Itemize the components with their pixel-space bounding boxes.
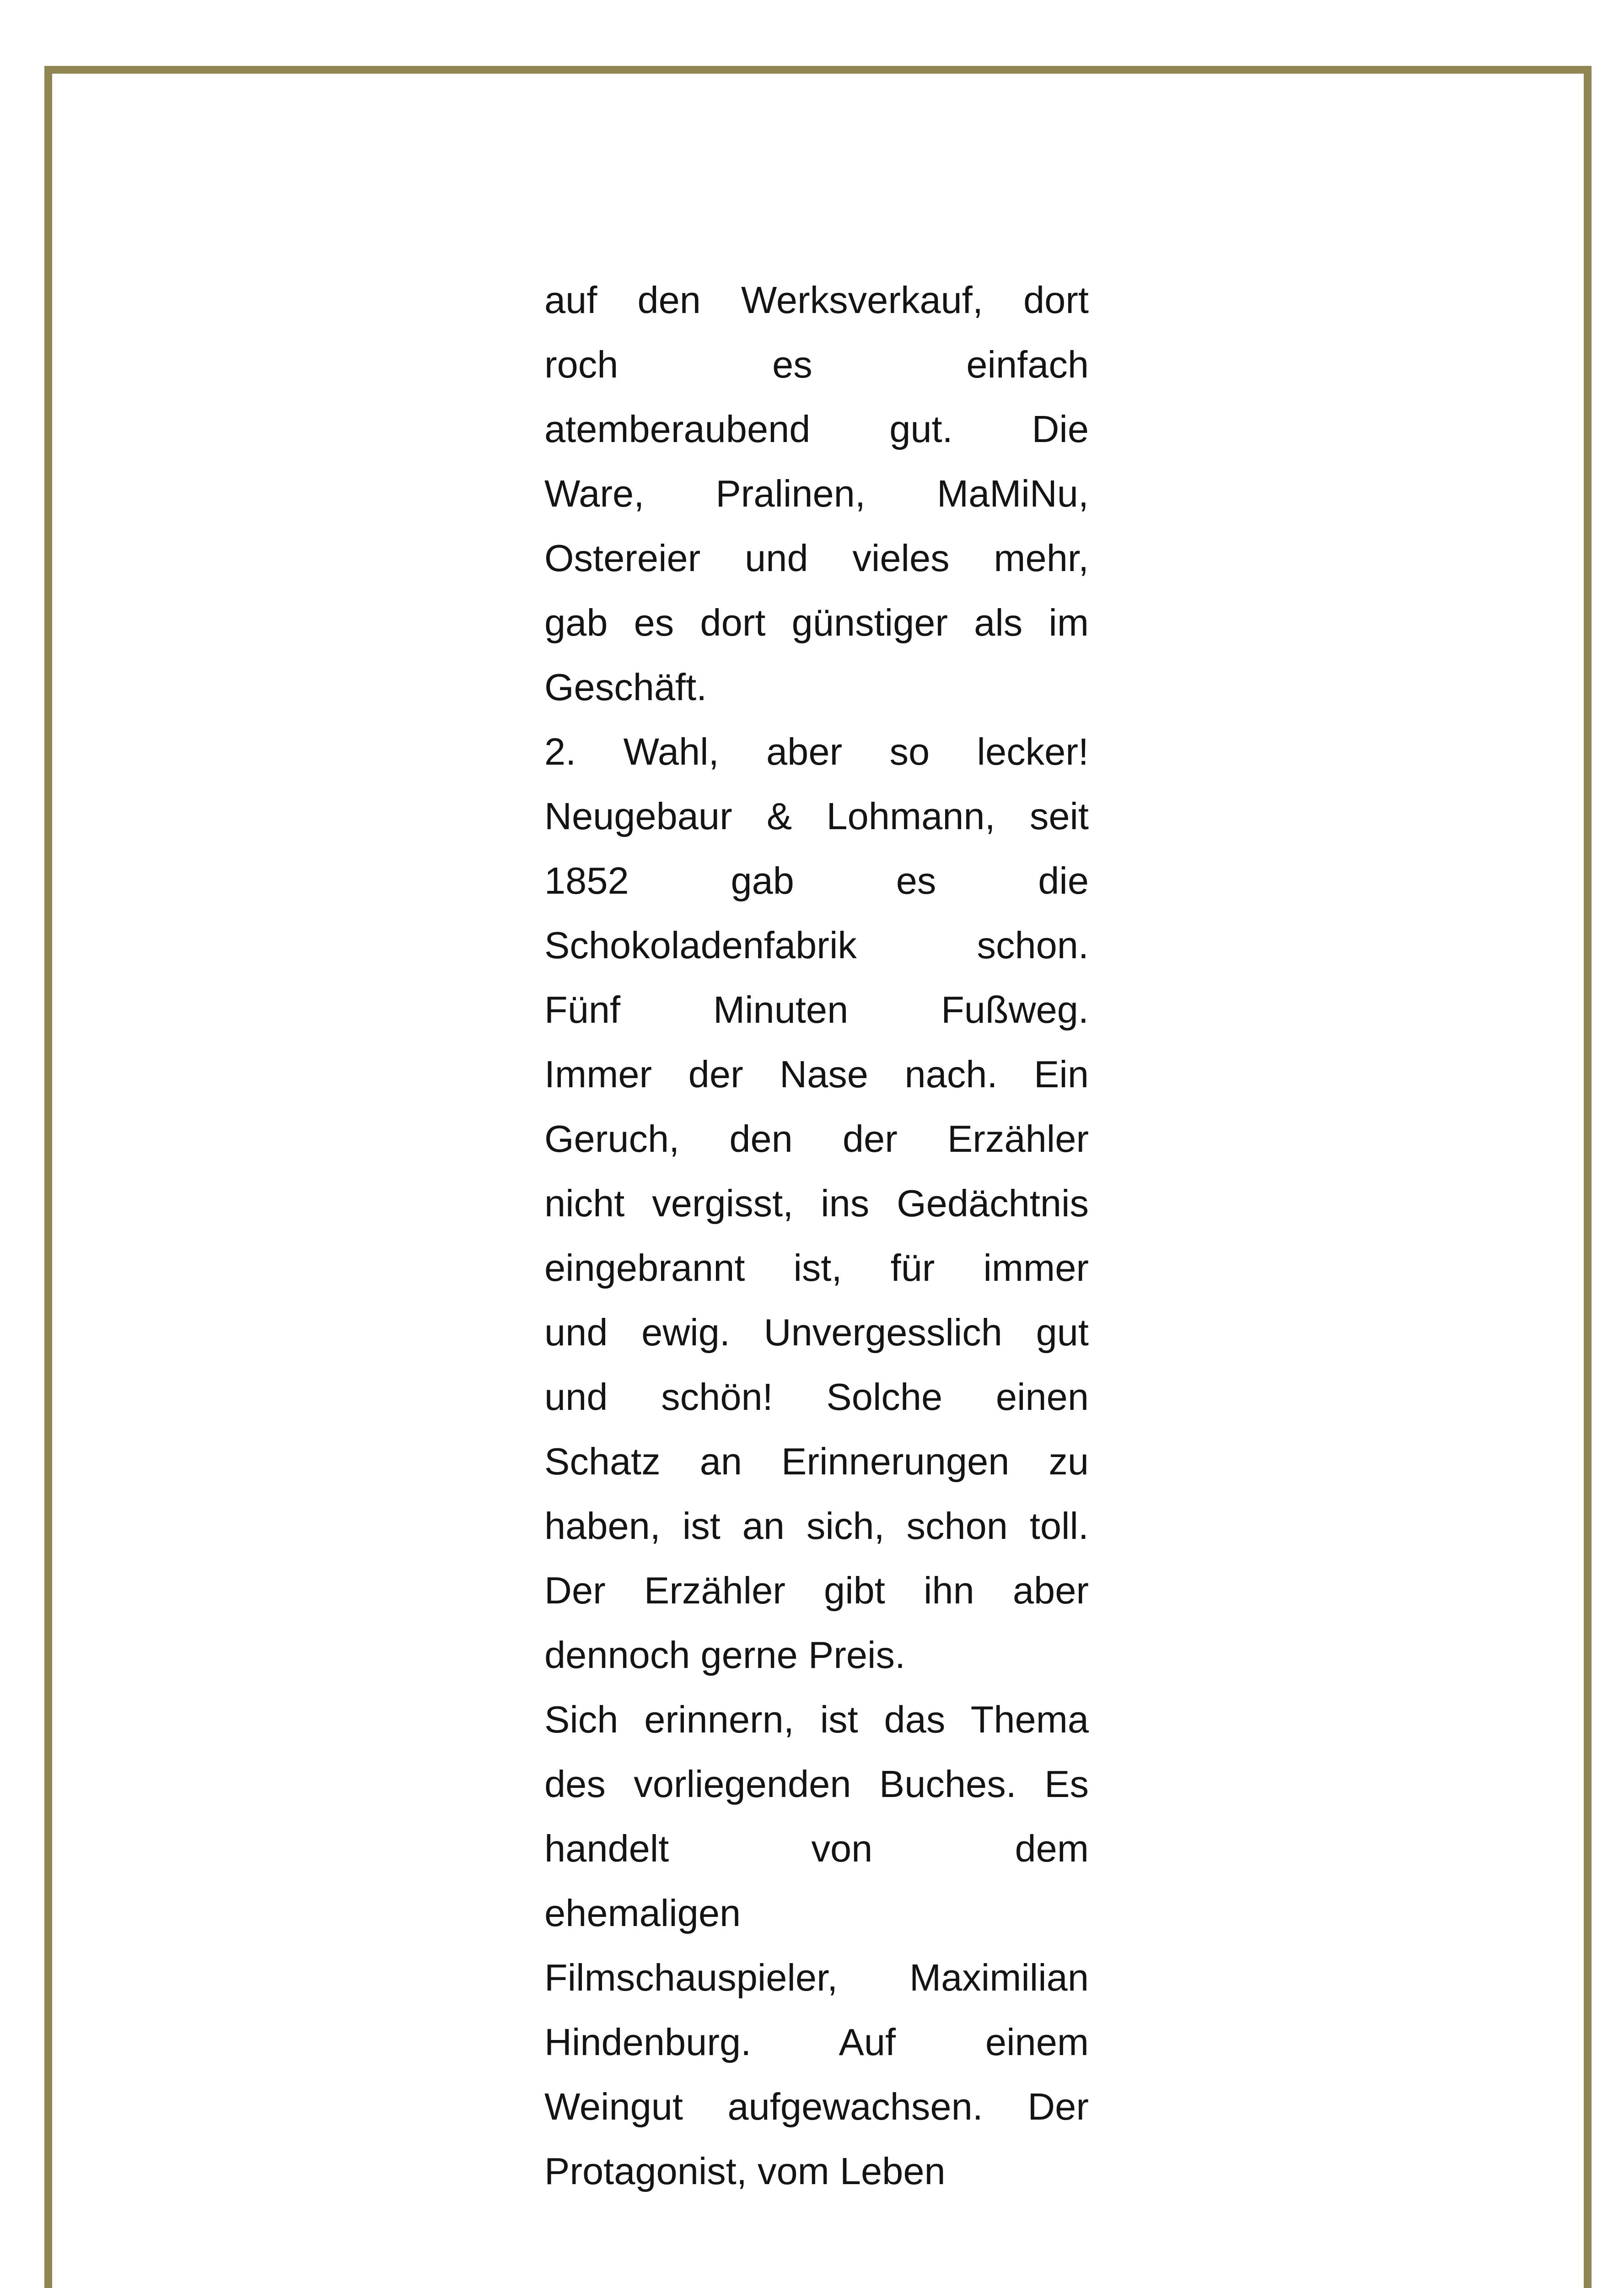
text-line: 1852 gab es die [544,859,1089,902]
text-line: Protagonist, vom Leben [544,2150,946,2192]
text-line: des vorliegenden Buches. Es [544,1763,1089,1805]
text-line: Schokoladenfabrik schon. [544,924,1089,966]
text-line: gab es dort günstiger als im [544,601,1089,644]
text-line: Geruch, den der Erzähler [544,1117,1089,1160]
text-line: auf den Werksverkauf, dort [544,279,1089,321]
text-line: dennoch gerne Preis. [544,1634,906,1676]
text-line: roch es einfach [544,343,1089,386]
text-line: Hindenburg. Auf einem [544,2021,1089,2063]
text-line: Der Erzähler gibt ihn aber [544,1569,1089,1612]
body-text [544,268,1089,2203]
text-line: haben, ist an sich, schon toll. [544,1505,1089,1547]
text-line: Weingut aufgewachsen. Der [544,2085,1089,2128]
text-line: Schatz an Erinnerungen zu [544,1440,1089,1483]
text-line: Immer der Nase nach. Ein [544,1053,1089,1095]
text-line: und schön! Solche einen [544,1376,1089,1418]
text-line: Neugebaur & Lohmann, seit [544,795,1089,837]
text-line: Geschäft. [544,666,707,708]
text-line: 2. Wahl, aber so lecker! [544,730,1089,773]
text-line: Fünf Minuten Fußweg. [544,988,1089,1031]
text-line: Sich erinnern, ist das Thema [544,1698,1089,1741]
text-line: Ostereier und vieles mehr, [544,537,1089,579]
text-line: atemberaubend gut. Die [544,408,1089,450]
text-line: Ware, Pralinen, MaMiNu, [544,472,1089,515]
text-line: und ewig. Unvergesslich gut [544,1311,1089,1354]
text-line: ehemaligen [544,1892,741,1934]
text-line: handelt von dem [544,1827,1089,1870]
text-line: Filmschauspieler, Maximilian [544,1956,1089,1999]
text-line: nicht vergisst, ins Gedächtnis [544,1182,1089,1225]
text-line: eingebrannt ist, für immer [544,1247,1089,1289]
